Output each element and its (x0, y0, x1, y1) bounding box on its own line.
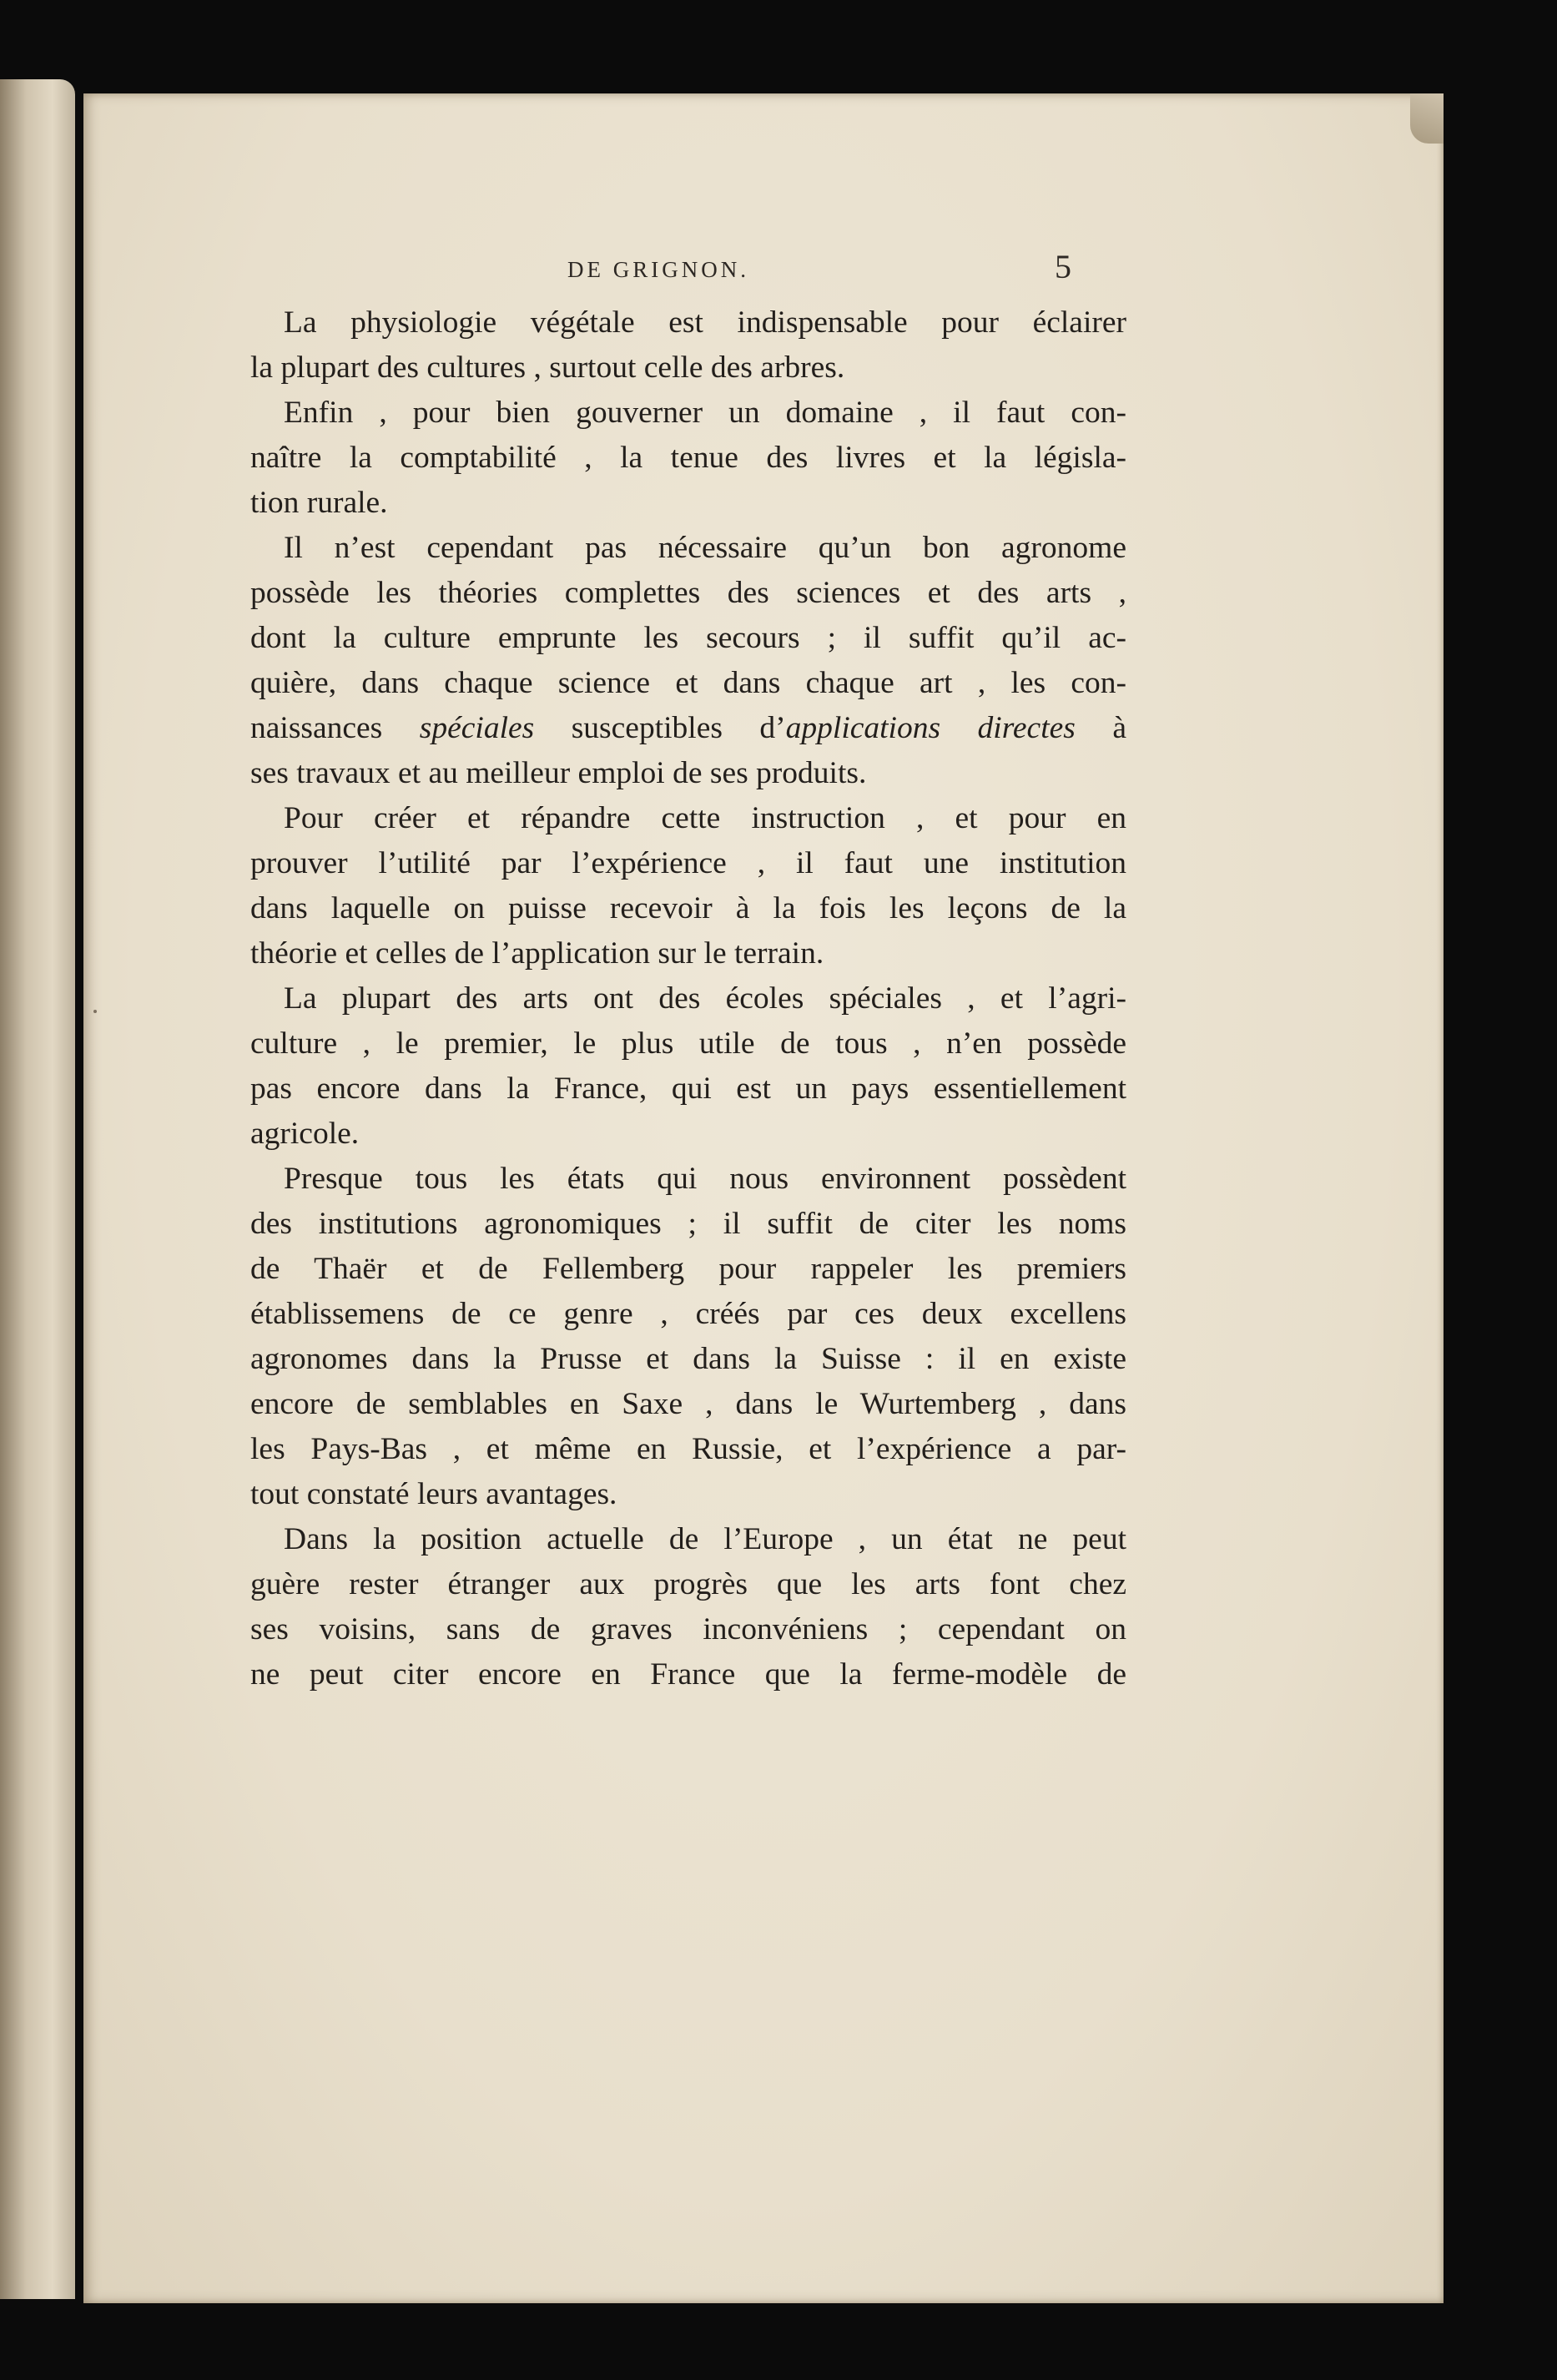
text-line: dont la culture emprunte les secours ; il suffit qu’il ac- (250, 621, 1126, 655)
text-line: La plupart des arts ont des écoles spéciales , et l’agri- (284, 981, 1126, 1016)
margin-speck (93, 1010, 97, 1013)
text-line: guère rester étranger aux progrès que les arts font chez (250, 1567, 1126, 1601)
text-line: encore de semblables en Saxe , dans le Wurtemberg , dans (250, 1387, 1126, 1421)
text-line: des institutions agronomiques ; il suffit de citer les noms (250, 1207, 1126, 1241)
text-line: Enfin , pour bien gouverner un domaine , il faut con- (284, 396, 1126, 430)
page-body (250, 300, 1126, 1697)
text-run: à (1075, 711, 1126, 745)
text-line: Dans la position actuelle de l’Europe , un état ne peut (284, 1522, 1126, 1556)
text-line: établissemens de ce genre , créés par ces deux excellens (250, 1297, 1126, 1331)
text-line: ses travaux et au meilleur emploi de ses produits. (250, 756, 867, 790)
facing-page-edge (0, 79, 75, 2299)
text-line: tion rurale. (250, 486, 388, 520)
text-line: ne peut citer encore en France que la ferme-modèle de (250, 1657, 1126, 1692)
text-line-mixed (250, 706, 1126, 751)
text-run: susceptibles d’ (534, 711, 786, 745)
text-line: prouver l’utilité par l’expérience , il faut une institution (250, 846, 1126, 880)
text-line: Il n’est cependant pas nécessaire qu’un bon agronome (284, 531, 1126, 565)
text-line: naître la comptabilité , la tenue des livres et la législa- (250, 441, 1126, 475)
text-line: ses voisins, sans de graves inconvéniens ; cependant on (250, 1612, 1126, 1646)
text-line: dans laquelle on puisse recevoir à la fois les leçons de la (250, 891, 1126, 925)
text-line: Presque tous les états qui nous environnent possèdent (284, 1162, 1126, 1196)
text-line: les Pays-Bas , et même en Russie, et l’expérience a par- (250, 1432, 1126, 1466)
text-line: quière, dans chaque science et dans chaque art , les con- (250, 666, 1126, 700)
text-line: agricole. (250, 1117, 360, 1151)
text-line: tout constaté leurs avantages. (250, 1477, 617, 1511)
page-number: 5 (1055, 248, 1071, 285)
text-line: théorie et celles de l’application sur le terrain. (250, 936, 824, 971)
italic-run: applications directes (785, 711, 1076, 745)
text-line: pas encore dans la France, qui est un pays essentiellement (250, 1072, 1126, 1106)
running-head: DE GRIGNON. (567, 257, 749, 282)
text-line: la plupart des cultures , surtout celle des arbres. (250, 350, 845, 385)
text-line: Pour créer et répandre cette instruction , et pour en (284, 801, 1126, 835)
text-line: culture , le premier, le plus utile de tous , n’en possède (250, 1026, 1126, 1061)
text-line: agronomes dans la Prusse et dans la Suisse : il en existe (250, 1342, 1126, 1376)
text-line: de Thaër et de Fellemberg pour rappeler les premiers (250, 1252, 1126, 1286)
text-line: possède les théories complettes des sciences et des arts , (250, 576, 1126, 610)
text-run: naissances (250, 711, 420, 745)
page-corner-curl (1410, 93, 1444, 144)
italic-run: spéciales (419, 711, 535, 745)
text-line: La physiologie végétale est indispensable pour éclairer (284, 305, 1126, 340)
